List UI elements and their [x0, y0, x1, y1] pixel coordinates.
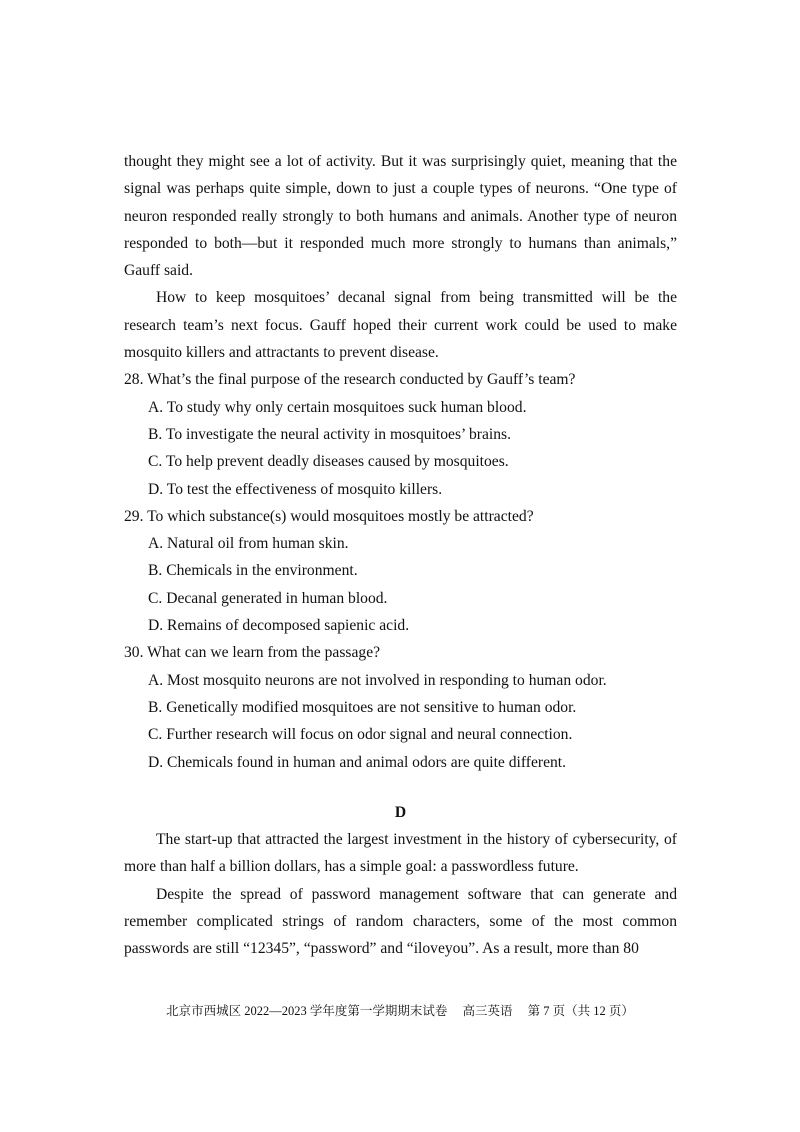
passage-c-paragraph-1: thought they might see a lot of activity. But it was surprisingly quiet, meaning that the signal was perhaps quite simple, down to just a couple types of neurons. “One type of neuron responded really strongly to both humans and animals. Another type of neuron responded to both—but it responded much more strongly to humans than animals,” Gauff said.	[124, 153, 677, 280]
passage-c-paragraph-2: How to keep mosquitoes’ decanal signal from being transmitted will be the research team’s next focus. Gauff hoped their current work could be used to make mosquito killers and attractants to prevent disease.	[124, 289, 677, 362]
option-d: D. Chemicals found in human and animal odors are quite different.	[148, 753, 567, 771]
option-a: A. To study why only certain mosquitoes suck human blood.	[148, 398, 527, 416]
section-d-heading: D	[394, 803, 407, 821]
footer-exam-title: 北京市西城区 2022—2023 学年度第一学期期末试卷	[166, 1004, 448, 1018]
question-28	[124, 366, 677, 502]
option-a: A. Most mosquito neurons are not involved in responding to human odor.	[148, 671, 607, 689]
option-c: C. To help prevent deadly diseases caused by mosquitoes.	[148, 453, 509, 471]
option-b: B. Chemicals in the environment.	[148, 562, 358, 580]
question-stem: 30. What can we learn from the passage?	[124, 644, 381, 662]
option-c: C. Further research will focus on odor signal and neural connection.	[148, 726, 573, 744]
footer-page-number: 第 7 页（共 12 页）	[527, 1004, 634, 1018]
question-29	[124, 503, 677, 639]
option-a: A. Natural oil from human skin.	[148, 535, 349, 553]
passage-d-paragraph-1: The start-up that attracted the largest investment in the history of cybersecurity, of more than half a billion dollars, has a simple goal: a passwordless future.	[124, 831, 677, 876]
option-c: C. Decanal generated in human blood.	[148, 589, 388, 607]
question-stem: 28. What’s the final purpose of the research conducted by Gauff’s team?	[124, 371, 576, 389]
page-footer	[0, 1001, 800, 1019]
option-d: D. To test the effectiveness of mosquito killers.	[148, 480, 443, 498]
option-d: D. Remains of decomposed sapienic acid.	[148, 617, 410, 635]
passage-d-paragraph-2: Despite the spread of password management software that can generate and remember complicated strings of random characters, some of the most common passwords are still “12345”, “password” and “iloveyou”. As a result, more than 80	[124, 885, 677, 958]
option-b: B. Genetically modified mosquitoes are not sensitive to human odor.	[148, 698, 577, 716]
footer-subject: 高三英语	[462, 1004, 513, 1018]
option-b: B. To investigate the neural activity in mosquitoes’ brains.	[148, 425, 511, 443]
page-content	[124, 148, 677, 963]
question-30	[124, 639, 677, 775]
question-stem: 29. To which substance(s) would mosquitoes mostly be attracted?	[124, 507, 534, 525]
